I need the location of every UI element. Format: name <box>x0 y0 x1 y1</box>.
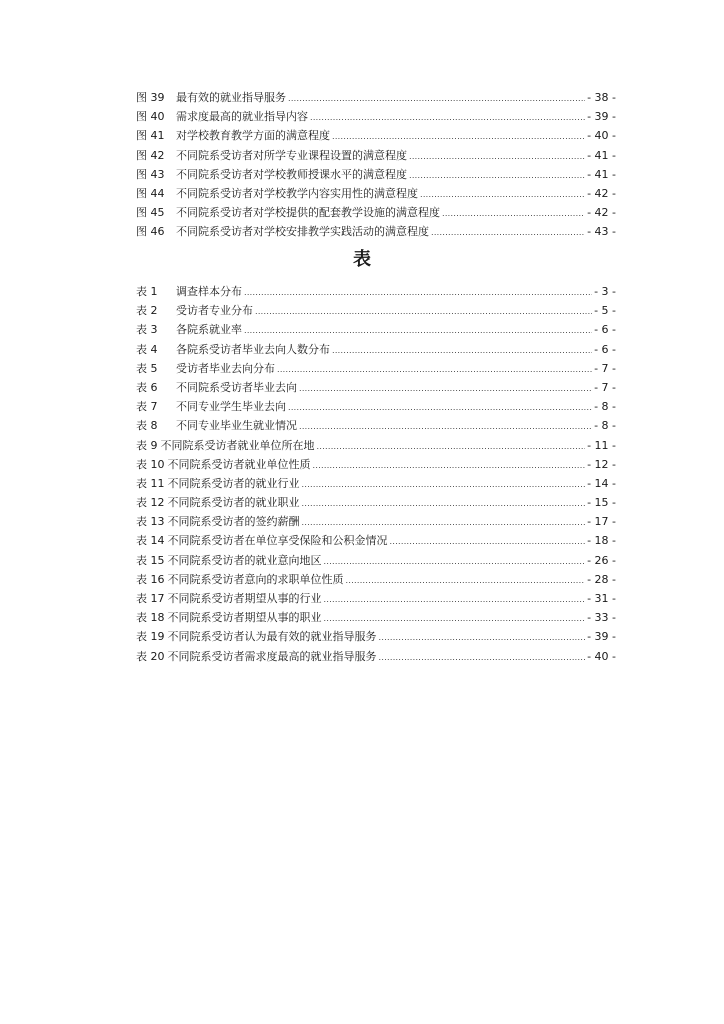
entry-page-number: - 5 - <box>594 304 616 318</box>
entry-title: 不同院系受访者认为最有效的就业指导服务 <box>167 630 377 644</box>
entry-page-number: - 42 - <box>587 206 616 220</box>
entry-page-number: - 15 - <box>587 496 616 510</box>
table-list <box>136 282 616 666</box>
entry-label: 表 20 <box>136 649 165 663</box>
entry-title: 不同院系受访者期望从事的行业 <box>167 592 322 605</box>
entry-label: 表 4 <box>136 342 158 356</box>
table-entry[interactable] <box>136 551 616 570</box>
entry-label: 表 2 <box>136 304 158 318</box>
figure-entry[interactable] <box>136 222 616 241</box>
entry-title: 不同院系受访者对所学专业课程设置的满意程度 <box>176 148 407 162</box>
entry-label: 图 43 <box>136 167 165 181</box>
entry-title: 不同院系受访者对学校安排教学实践活动的满意程度 <box>176 225 429 239</box>
entry-label: 图 45 <box>136 206 165 220</box>
entry-title: 不同院系受访者的就业职业 <box>167 496 300 510</box>
table-entry[interactable] <box>136 320 616 339</box>
entry-title: 最有效的就业指导服务 <box>176 91 286 104</box>
entry-page-number: - 8 - <box>594 400 616 414</box>
entry-page-number: - 26 - <box>587 553 616 567</box>
table-entry[interactable] <box>136 570 616 589</box>
entry-label: 表 19 <box>136 630 165 644</box>
entry-page-number: - 31 - <box>587 592 616 605</box>
entry-label: 表 12 <box>136 496 165 510</box>
entry-page-number: - 43 - <box>587 225 616 239</box>
dot-leader <box>324 552 586 571</box>
dot-leader <box>244 283 592 302</box>
dot-leader <box>442 204 585 223</box>
entry-page-number: - 14 - <box>587 476 616 490</box>
entry-page-number: - 8 - <box>594 419 616 433</box>
dot-leader <box>299 417 592 436</box>
figure-list <box>136 88 616 242</box>
entry-label: 表 1 <box>136 285 158 298</box>
dot-leader <box>317 437 586 456</box>
entry-title: 调查样本分布 <box>176 285 242 298</box>
entry-title: 不同专业学生毕业去向 <box>176 400 286 414</box>
entry-title: 不同院系受访者的就业行业 <box>167 476 300 490</box>
dot-leader <box>313 456 586 475</box>
entry-label: 表 15 <box>136 553 165 567</box>
entry-title: 不同院系受访者意向的求职单位性质 <box>167 572 344 586</box>
entry-label: 表 6 <box>136 380 158 394</box>
entry-label: 表 10 <box>136 457 165 471</box>
figure-entry[interactable] <box>136 88 616 107</box>
entry-title: 不同专业毕业生就业情况 <box>176 419 297 433</box>
entry-title: 不同院系受访者期望从事的职业 <box>167 611 322 625</box>
entry-title: 不同院系受访者在单位享受保险和公积金情况 <box>167 534 388 548</box>
entry-page-number: - 3 - <box>594 285 616 298</box>
dot-leader <box>244 321 592 340</box>
figure-entry[interactable] <box>136 184 616 203</box>
table-entry[interactable] <box>136 589 616 608</box>
dot-leader <box>255 302 592 321</box>
entry-label: 表 16 <box>136 572 165 586</box>
entry-label: 图 41 <box>136 129 165 143</box>
dot-leader <box>324 609 586 628</box>
entry-page-number: - 41 - <box>587 148 616 162</box>
table-entry[interactable] <box>136 436 616 455</box>
dot-leader <box>288 89 585 108</box>
entry-title: 不同院系受访者的就业意向地区 <box>167 553 322 567</box>
figure-entry[interactable] <box>136 203 616 222</box>
entry-label: 表 5 <box>136 361 158 375</box>
table-entry[interactable] <box>136 474 616 493</box>
dot-leader <box>379 628 586 647</box>
entry-page-number: - 17 - <box>587 515 616 529</box>
entry-label: 表 9 <box>136 438 158 452</box>
dot-leader <box>302 494 586 513</box>
figure-entry[interactable] <box>136 165 616 184</box>
table-entry[interactable] <box>136 416 616 435</box>
entry-page-number: - 39 - <box>587 110 616 124</box>
entry-label: 图 40 <box>136 110 165 124</box>
dot-leader <box>288 398 592 417</box>
figure-entry[interactable] <box>136 107 616 126</box>
tables-heading: 表 <box>353 249 371 270</box>
entry-title: 不同院系受访者的签约薪酬 <box>167 515 300 529</box>
entry-label: 表 14 <box>136 534 165 548</box>
dot-leader <box>346 571 586 590</box>
entry-page-number: - 39 - <box>587 630 616 644</box>
table-entry[interactable] <box>136 455 616 474</box>
entry-page-number: - 18 - <box>587 534 616 548</box>
entry-page-number: - 28 - <box>587 572 616 586</box>
entry-title: 不同院系受访者需求度最高的就业指导服务 <box>167 649 377 663</box>
dot-leader <box>324 590 586 609</box>
dot-leader <box>302 513 586 532</box>
entry-page-number: - 6 - <box>594 323 616 337</box>
entry-title: 受访者毕业去向分布 <box>176 361 275 375</box>
table-entry[interactable] <box>136 531 616 550</box>
entry-title: 不同院系受访者就业单位性质 <box>167 457 311 471</box>
entry-title: 需求度最高的就业指导内容 <box>176 110 308 124</box>
table-entry[interactable] <box>136 397 616 416</box>
entry-page-number: - 40 - <box>587 129 616 143</box>
dot-leader <box>431 223 585 242</box>
table-entry[interactable] <box>136 340 616 359</box>
entry-title: 不同院系受访者对学校教师授课水平的满意程度 <box>176 167 407 181</box>
entry-title: 不同院系受访者毕业去向 <box>176 380 297 394</box>
dot-leader <box>299 379 592 398</box>
entry-label: 表 3 <box>136 323 158 337</box>
entry-title: 对学校教育教学方面的满意程度 <box>176 129 330 143</box>
dot-leader <box>310 108 585 127</box>
figure-entry[interactable] <box>136 126 616 145</box>
entry-page-number: - 12 - <box>587 457 616 471</box>
entry-page-number: - 33 - <box>587 611 616 625</box>
entry-page-number: - 42 - <box>587 186 616 200</box>
entry-title: 受访者专业分布 <box>176 304 253 318</box>
entry-title: 不同院系受访者对学校提供的配套教学设施的满意程度 <box>176 206 440 220</box>
entry-page-number: - 40 - <box>587 649 616 663</box>
entry-label: 图 39 <box>136 91 165 104</box>
dot-leader <box>420 185 585 204</box>
entry-title: 不同院系受访者对学校教学内容实用性的满意程度 <box>176 186 418 200</box>
entry-page-number: - 41 - <box>587 167 616 181</box>
entry-label: 表 8 <box>136 419 158 433</box>
dot-leader <box>332 341 592 360</box>
table-entry[interactable] <box>136 359 616 378</box>
table-entry[interactable] <box>136 493 616 512</box>
dot-leader <box>302 475 586 494</box>
table-entry[interactable] <box>136 512 616 531</box>
entry-page-number: - 7 - <box>594 380 616 394</box>
table-entry[interactable] <box>136 301 616 320</box>
entry-label: 表 17 <box>136 592 165 605</box>
entry-label: 图 42 <box>136 148 165 162</box>
entry-title: 各院系就业率 <box>176 323 242 337</box>
entry-title: 不同院系受访者就业单位所在地 <box>160 438 315 452</box>
figure-entry[interactable] <box>136 146 616 165</box>
entry-label: 表 13 <box>136 515 165 529</box>
entry-page-number: - 11 - <box>587 438 616 452</box>
entry-page-number: - 6 - <box>594 342 616 356</box>
table-entry[interactable] <box>136 627 616 646</box>
table-entry[interactable] <box>136 608 616 627</box>
entry-label: 图 46 <box>136 225 165 239</box>
dot-leader <box>409 166 585 185</box>
entry-page-number: - 7 - <box>594 361 616 375</box>
table-entry[interactable] <box>136 647 616 666</box>
dot-leader <box>409 147 585 166</box>
entry-title: 各院系受访者毕业去向人数分布 <box>176 342 330 356</box>
dot-leader <box>379 648 586 667</box>
entry-label: 表 11 <box>136 476 165 490</box>
entry-page-number: - 38 - <box>587 91 616 104</box>
entry-label: 图 44 <box>136 186 165 200</box>
entry-label: 表 18 <box>136 611 165 625</box>
table-entry[interactable] <box>136 378 616 397</box>
table-entry[interactable] <box>136 282 616 301</box>
dot-leader <box>332 127 585 146</box>
dot-leader <box>277 360 592 379</box>
entry-label: 表 7 <box>136 400 158 414</box>
dot-leader <box>390 532 586 551</box>
